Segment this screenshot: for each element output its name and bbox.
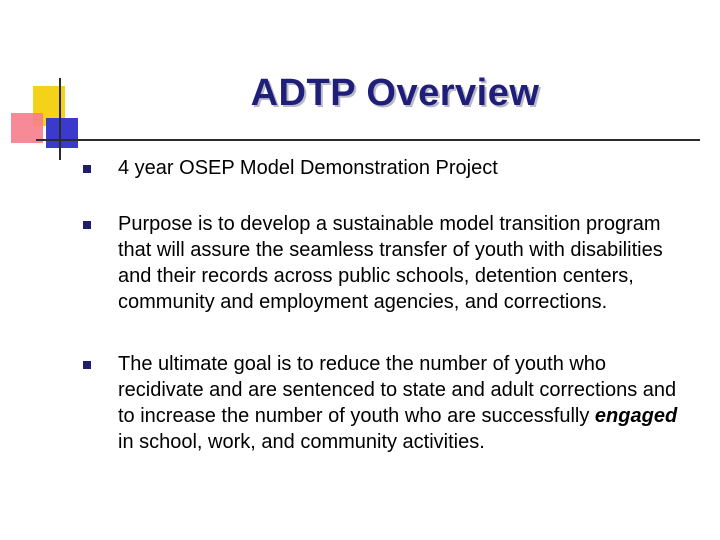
square-bullet-icon (83, 361, 91, 369)
bullet-item-1 (83, 155, 693, 181)
bullet-text-2: Purpose is to develop a sustainable model transition program that will assure the seamless transfer of youth with disabilities and their records across public schools, detention centers, community and employment agencies, and corrections. (118, 213, 663, 313)
square-bullet-icon (83, 221, 91, 229)
bullet-item-3 (83, 351, 693, 455)
slide-title: ADTP Overview (250, 72, 540, 114)
emphasis-engaged: engaged (594, 405, 678, 427)
square-bullet-icon (83, 165, 91, 173)
bullet-text-1: 4 year OSEP Model Demonstration Project (118, 157, 498, 179)
bullet-list (83, 155, 693, 490)
deco-blue-square (46, 118, 78, 148)
bullet-text-3-before: The ultimate goal is to reduce the number of youth who recidivate and are sentenced to state and adult corrections and to increase the number of youth who are successfully (118, 353, 677, 427)
bullet-item-2 (83, 211, 693, 315)
bullet-text-3-after: in school, work, and community activities. (118, 431, 485, 453)
deco-pink-square (11, 113, 43, 143)
bullet-text-3 (118, 351, 688, 455)
